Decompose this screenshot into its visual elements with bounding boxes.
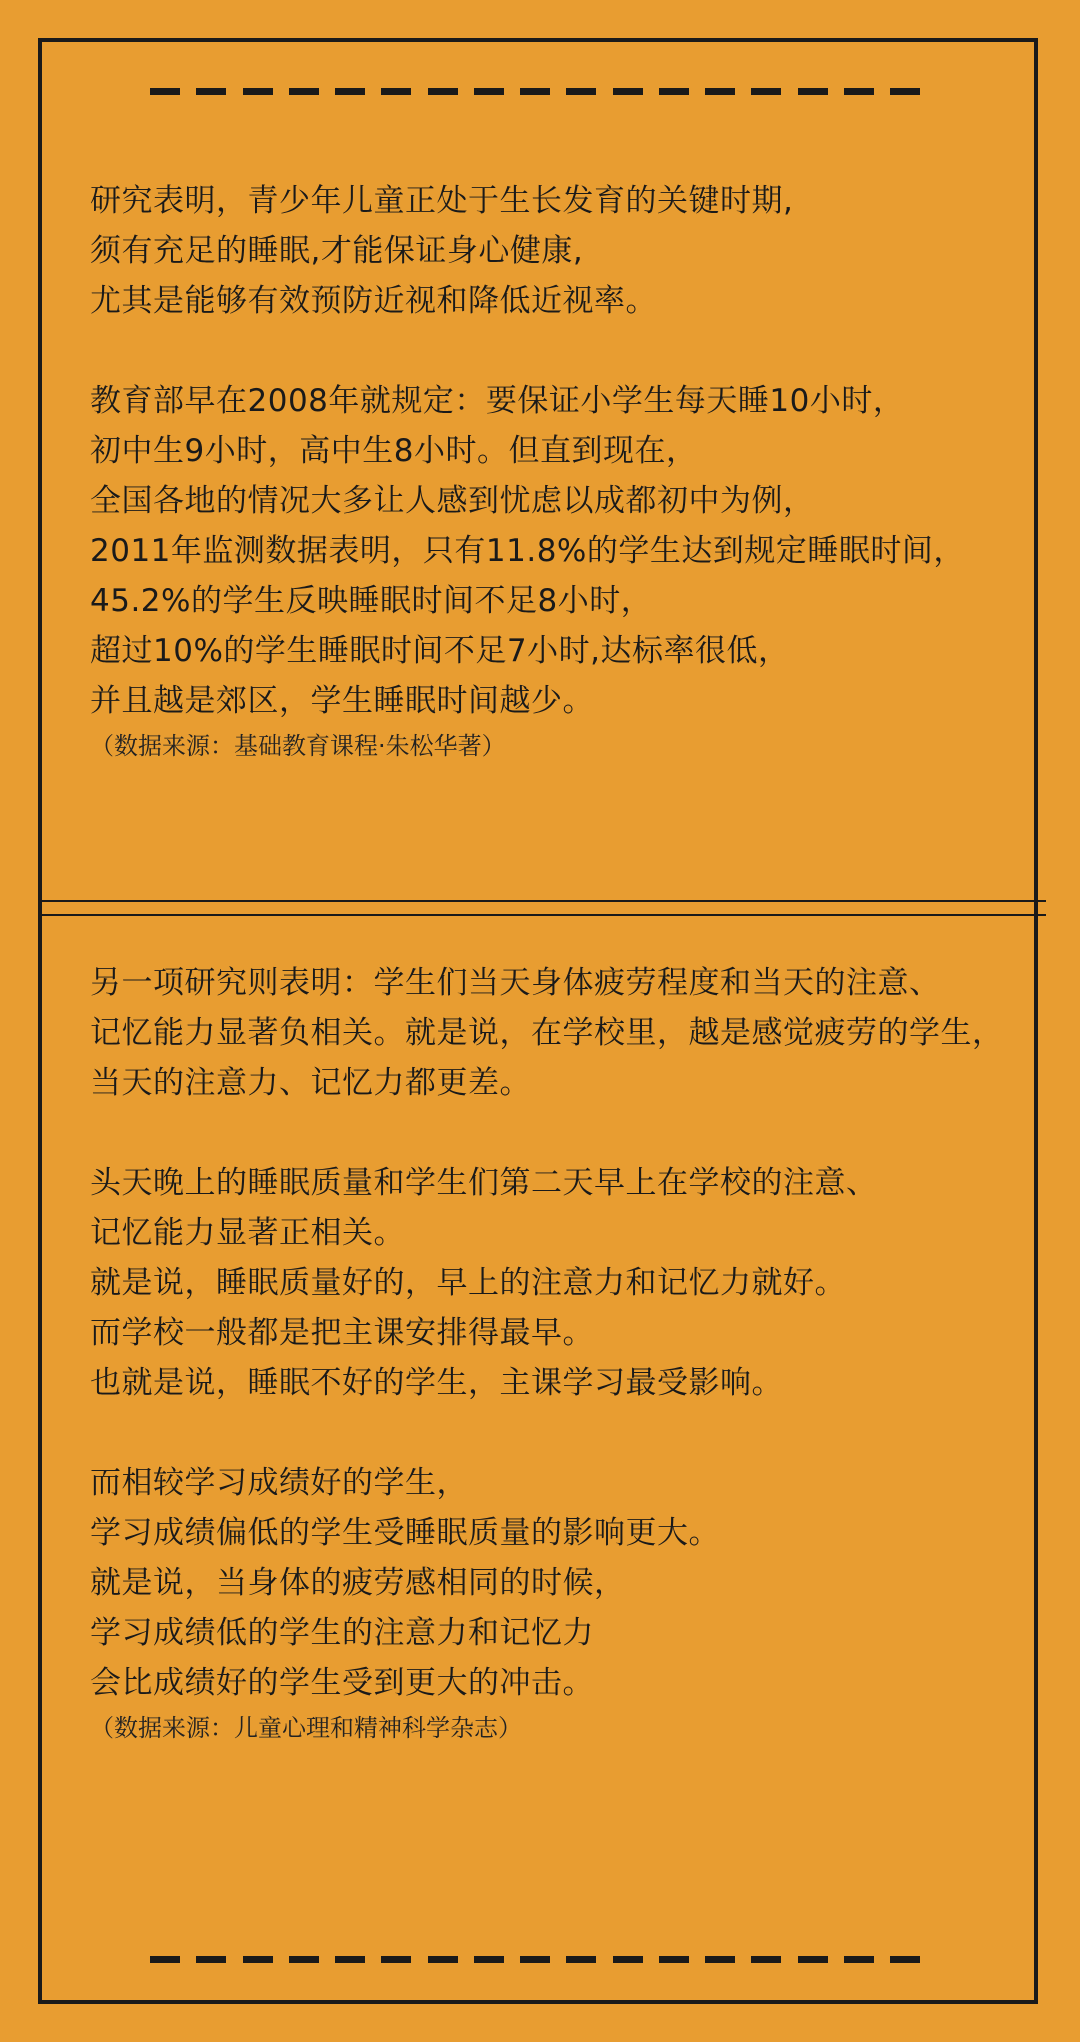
paragraph-line: 而相较学习成绩好的学生，: [90, 1465, 468, 1501]
paragraph-line: 尤其是能够有效预防近视和降低近视率。: [90, 283, 657, 319]
source-citation: （数据来源：基础教育课程·朱松华著）: [90, 732, 506, 760]
paragraph-line: 而学校一般都是把主课安排得最早。: [90, 1315, 594, 1351]
paragraph-line: 2011年监测数据表明，只有11.8%的学生达到规定睡眠时间，: [90, 533, 965, 569]
paragraph-line: 45.2%的学生反映睡眠时间不足8小时，: [90, 583, 653, 619]
paragraph-line: 就是说，当身体的疲劳感相同的时候，: [90, 1565, 626, 1601]
paragraph-line: 须有充足的睡眠,才能保证身心健康,: [90, 233, 584, 269]
section-2: [90, 958, 1010, 1748]
paragraph-line: 记忆能力显著正相关。: [90, 1215, 405, 1251]
paragraph-line: 并且越是郊区，学生睡眠时间越少。: [90, 683, 594, 719]
paragraph-line: 另一项研究则表明：学生们当天身体疲劳程度和当天的注意、: [90, 965, 941, 1001]
bottom-dashed-rule: [150, 1956, 920, 1964]
paragraph-line: 学习成绩偏低的学生受睡眠质量的影响更大。: [90, 1515, 720, 1551]
paragraph-line: 超过10%的学生睡眠时间不足7小时,达标率很低，: [90, 633, 790, 669]
paragraph-line: 头天晚上的睡眠质量和学生们第二天早上在学校的注意、: [90, 1165, 878, 1201]
paragraph-line: 记忆能力显著负相关。就是说，在学校里，越是感觉疲劳的学生，: [90, 1015, 1004, 1051]
paragraph-line: 当天的注意力、记忆力都更差。: [90, 1065, 531, 1101]
top-dashed-rule: [150, 88, 920, 96]
paragraph-line: 教育部早在2008年就规定：要保证小学生每天睡10小时，: [90, 383, 905, 419]
section-divider-top: [42, 900, 1046, 902]
source-citation: （数据来源：儿童心理和精神科学杂志）: [90, 1714, 522, 1742]
paragraph-line: 初中生9小时，高中生8小时。但直到现在，: [90, 433, 698, 469]
paragraph-line: 就是说，睡眠质量好的，早上的注意力和记忆力就好。: [90, 1265, 846, 1301]
section-divider-bottom: [42, 914, 1046, 916]
paragraph-line: 全国各地的情况大多让人感到忧虑以成都初中为例，: [90, 483, 815, 519]
paragraph-line: 研究表明，青少年儿童正处于生长发育的关键时期,: [90, 183, 794, 219]
section-1: [90, 176, 1010, 766]
paragraph-line: 也就是说，睡眠不好的学生，主课学习最受影响。: [90, 1365, 783, 1401]
paragraph-line: 学习成绩低的学生的注意力和记忆力: [90, 1615, 594, 1651]
paragraph-line: 会比成绩好的学生受到更大的冲击。: [90, 1665, 594, 1701]
